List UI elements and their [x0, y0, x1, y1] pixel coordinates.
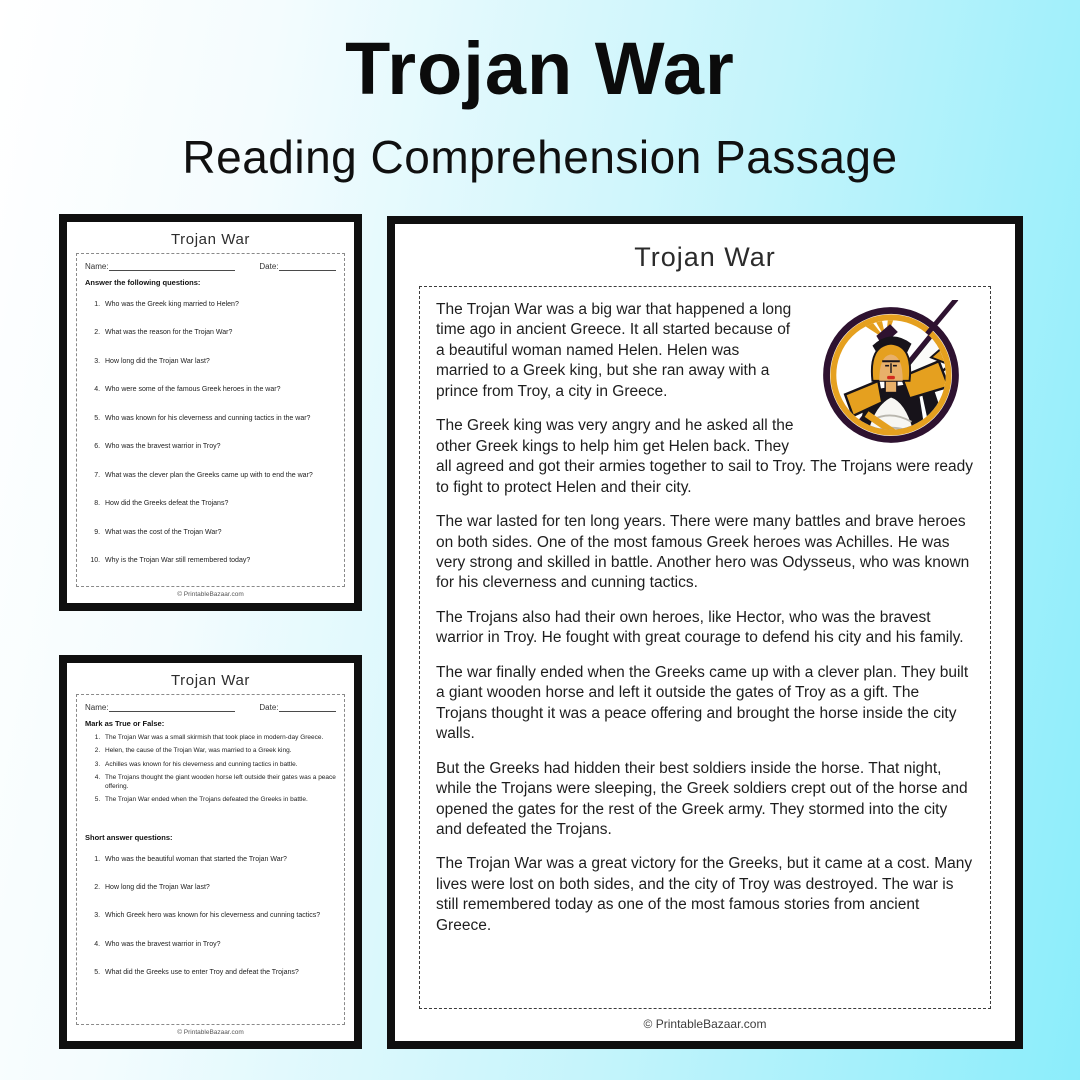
truefalse-section-header: Mark as True or False: — [85, 719, 165, 728]
passage-paragraph: The war finally ended when the Greeks came up with a clever plan. They built a giant wooden horse and left it outside the gates of Troy as a gift. The Trojans thought it was a peace offering and brought the horse inside the city walls. — [436, 663, 969, 743]
name-label: Name: — [85, 703, 109, 712]
passage-text-box — [419, 286, 991, 1009]
question-item: 6. Who was the bravest warrior in Troy? — [102, 442, 336, 451]
question-item: 9. What was the cost of the Trojan War? — [102, 528, 336, 537]
questions-list — [85, 300, 336, 565]
passage-page-inner — [395, 224, 1015, 1041]
name-label: Name: — [85, 262, 109, 271]
question-item: 3. How long did the Trojan War last? — [102, 357, 336, 366]
passage-paragraph: The Greek king was very angry and he asked all the other Greek kings to help him get Helen back. They all agreed and got their armies together to sail to Troy. The Trojans were ready to fight to protect Helen and their city. — [436, 417, 974, 496]
passage-paragraph: The Trojan War was a great victory for the Greeks, but it came at a cost. Many lives were lost on both sides, and the city of Troy was destroyed. The war is still remembered today as one of the most famous stories from ancient Greece. — [436, 855, 973, 934]
question-item: 7. What was the clever plan the Greeks came up with to end the war? — [102, 471, 336, 480]
shortanswer-item: 4. Who was the bravest warrior in Troy? — [102, 940, 336, 949]
name-blank-line — [109, 262, 236, 271]
date-label: Date: — [259, 262, 279, 271]
date-blank-line — [279, 703, 336, 712]
worksheet-title: Trojan War — [170, 231, 251, 248]
questions-worksheet-thumbnail — [59, 214, 362, 611]
shortanswer-list — [85, 855, 336, 978]
truefalse-item: 1. The Trojan War was a small skirmish that took place in modern-day Greece. — [102, 734, 336, 743]
copyright-footer: © PrintableBazaar.com — [643, 1017, 767, 1031]
truefalse-worksheet-body — [76, 694, 345, 1025]
question-item: 5. Who was known for his cleverness and cunning tactics in the war? — [102, 414, 336, 423]
passage-paragraph: The war lasted for ten long years. There were many battles and brave heroes on both sides. One of the most famous Greek heroes was Achilles. He was very strong and skilled in battle. Another hero was Odysseus, who was known for his cleverness and cunning tactics. — [436, 513, 970, 592]
date-blank-line — [279, 262, 336, 271]
questions-worksheet-body — [76, 253, 345, 587]
passage-paragraph: The Trojan War was a big war that happened a long time ago in ancient Greece. It all started because of a beautiful woman named Helen. Helen was married to a Greek king, but she ran away with a prince from Troy, a city in Greece. — [436, 301, 792, 400]
question-item: 8. How did the Greeks defeat the Trojans? — [102, 499, 336, 508]
truefalse-item: 5. The Trojan War ended when the Trojans defeated the Greeks in battle. — [102, 796, 336, 805]
date-label: Date: — [259, 703, 279, 712]
copyright-footer: © PrintableBazaar.com — [177, 591, 244, 598]
shortanswer-item: 5. What did the Greeks use to enter Troy and defeat the Trojans? — [102, 968, 336, 977]
worksheet-title: Trojan War — [170, 672, 251, 689]
passage-paragraph: The Trojans also had their own heroes, like Hector, who was the bravest warrior in Troy. He fought with great courage to defend his city and his family. — [436, 608, 964, 647]
shortanswer-item: 2. How long did the Trojan War last? — [102, 883, 336, 892]
truefalse-item: 2. Helen, the cause of the Trojan War, was married to a Greek king. — [102, 747, 336, 756]
shortanswer-item: 3. Which Greek hero was known for his cleverness and cunning tactics? — [102, 911, 336, 920]
question-item: 10. Why is the Trojan War still remembered today? — [102, 556, 336, 565]
shortanswer-item: 1. Who was the beautiful woman that started the Trojan War? — [102, 855, 336, 864]
passage-paragraph: But the Greeks had hidden their best soldiers inside the horse. That night, while the Trojans were sleeping, the Greek soldiers crept out of the horse and opened the gates for the rest of the Greek army. They stormed into the city and defeated the Trojans. — [436, 759, 968, 838]
page-title: Trojan War — [345, 27, 735, 110]
question-item: 2. What was the reason for the Trojan War? — [102, 328, 336, 337]
name-blank-line — [109, 703, 236, 712]
name-date-row — [85, 703, 336, 712]
passage-worksheet-page — [387, 216, 1023, 1049]
truefalse-item: 3. Achilles was known for his cleverness and cunning tactics in battle. — [102, 761, 336, 770]
copyright-footer: © PrintableBazaar.com — [177, 1029, 244, 1036]
shortanswer-section-header: Short answer questions: — [85, 832, 173, 842]
truefalse-item: 4. The Trojans thought the giant wooden horse left outside their gates was a peace offering. — [102, 774, 336, 792]
section-header: Answer the following questions: — [85, 278, 201, 287]
trojan-warrior-illustration — [808, 300, 974, 446]
question-item: 4. Who were some of the famous Greek heroes in the war? — [102, 385, 336, 394]
truefalse-list — [85, 734, 336, 805]
question-item: 1. Who was the Greek king married to Helen? — [102, 300, 336, 309]
passage-title: Trojan War — [634, 242, 776, 272]
name-date-row — [85, 262, 336, 271]
truefalse-worksheet-thumbnail — [59, 655, 362, 1049]
page-subtitle: Reading Comprehension Passage — [182, 131, 898, 183]
